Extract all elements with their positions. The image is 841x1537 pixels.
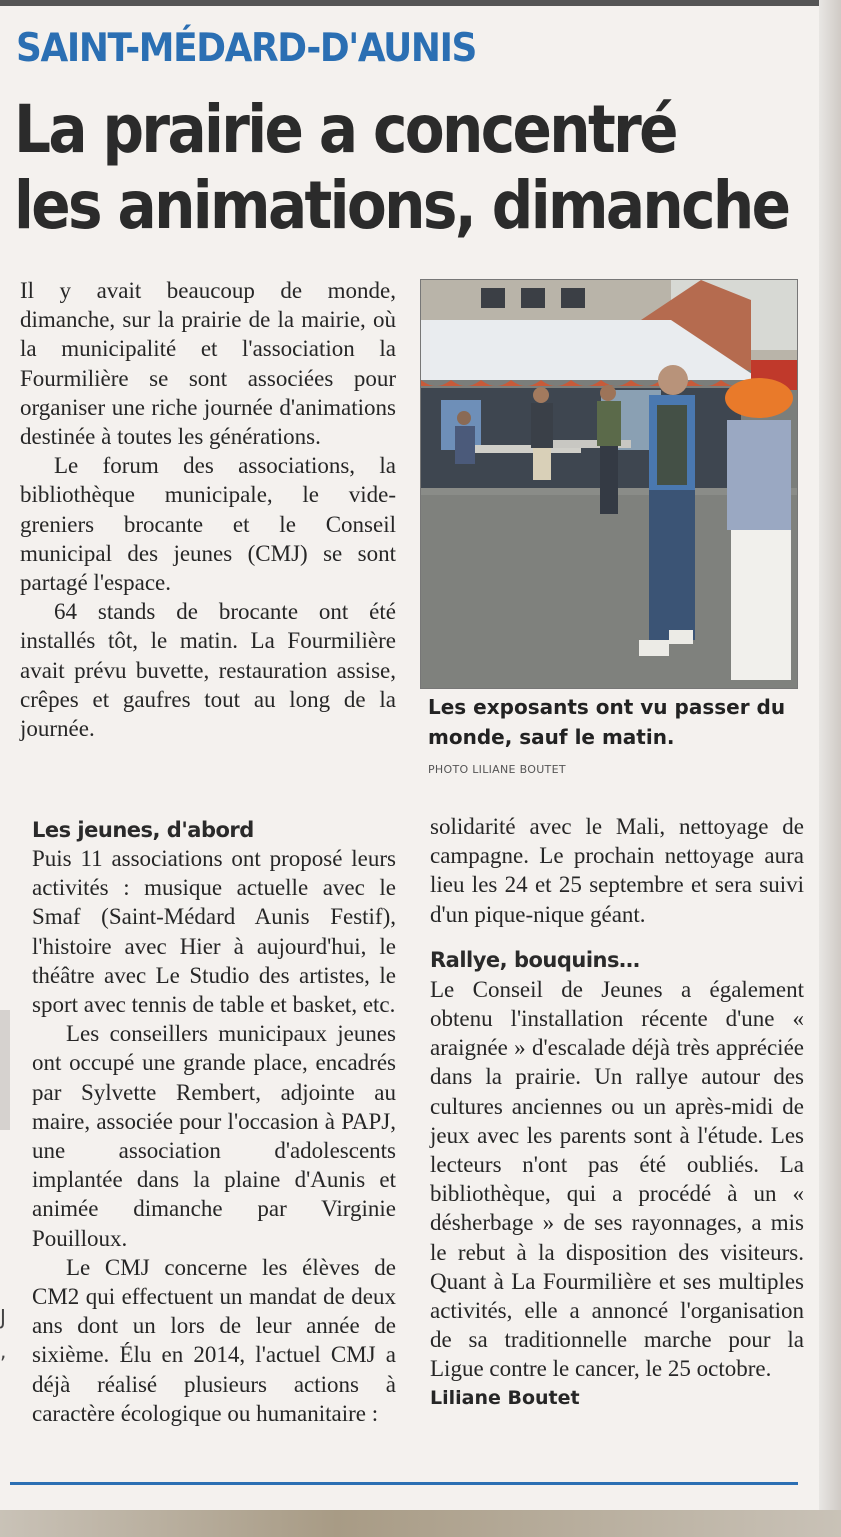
margin-mark: , xyxy=(0,1339,7,1363)
headline-line: les animations, dimanche xyxy=(14,167,789,244)
paragraph: Il y avait beaucoup de monde, dimanche, sur la prairie de la mairie, où la municipalité et l'association la Fourmilière se sont associées pour organiser une riche journée d'animations destinée à toutes les générations. xyxy=(20,278,396,450)
photo-caption: Les exposants ont vu passer du monde, sauf le matin. xyxy=(428,695,786,749)
headline xyxy=(14,91,789,244)
section-kicker: SAINT-MÉDARD-D'AUNIS xyxy=(16,26,477,71)
page-edge xyxy=(819,0,841,1537)
article-photo xyxy=(420,279,798,689)
article-column-1-bottom xyxy=(32,844,396,1428)
subheading: Les jeunes, d'abord xyxy=(32,818,254,842)
paragraph: 64 stands de brocante ont été installés tôt, le matin. La Fourmilière avait prévu buvette, restauration assise, crêpes et gaufres tout au long de la journée. xyxy=(20,599,396,742)
article-column-1-top xyxy=(20,276,396,743)
article-column-2 xyxy=(430,812,804,1411)
author-signature: Liliane Boutet xyxy=(430,1386,580,1409)
photo-credit: PHOTO LILIANE BOUTET xyxy=(428,763,566,776)
top-rule xyxy=(0,0,841,6)
paragraph: Les conseillers municipaux jeunes ont occupé une grande place, encadrés par Sylvette Rembert, adjointe au maire, associée pour l'occasion à PAPJ, une association d'adolescents implantée dans la plaine d'Aunis et animée dimanche par Virginie Pouilloux. xyxy=(32,1021,396,1251)
page-edge-left xyxy=(0,1010,10,1130)
headline-line: La prairie a concentré xyxy=(14,91,676,168)
bottom-rule xyxy=(10,1482,798,1485)
margin-marks xyxy=(0,1300,6,1368)
bottom-band xyxy=(0,1510,841,1537)
subheading: Rallye, bouquins… xyxy=(430,947,640,972)
paragraph: Le forum des associations, la bibliothèque municipale, le vide-greniers brocante et le Conseil municipal des jeunes (CMJ) se sont partagé l'espace. xyxy=(20,453,396,596)
margin-mark: J xyxy=(0,1305,6,1329)
paragraph: Le CMJ concerne les élèves de CM2 qui effectuent un mandat de deux ans dont un lors de leur année de sixième. Élu en 2014, l'actuel CMJ a déjà réalisé plusieurs actions à caractère écologique ou humanitaire : xyxy=(32,1254,396,1426)
paragraph: Puis 11 associations ont proposé leurs activités : musique actuelle avec le Smaf (Saint-Médard Aunis Festif), l'histoire avec Hier à aujourd'hui, le théâtre avec Le Studio des artistes, le sport avec tennis de table et basket, etc. xyxy=(32,846,396,1018)
paragraph: Le Conseil de Jeunes a également obtenu l'installation récente d'une « araignée » d'escalade déjà très appréciée dans la prairie. Un rallye autour des cultures anciennes ou un après-midi de jeux avec les parents sont à l'étude. Les lecteurs n'ont pas été oubliés. La bibliothèque, qui a procédé à un « désherbage » de ses rayonnages, a mis le rebut à la disposition des visiteurs. Quant à La Fourmilière et ses multiples activités, elle a annoncé l'organisation de sa traditionnelle marche pour la Ligue contre le cancer, le 25 octobre. xyxy=(430,976,804,1382)
paragraph: solidarité avec le Mali, nettoyage de campagne. Le prochain nettoyage aura lieu les 24 et 25 septembre et sera suivi d'un pique-nique géant. xyxy=(430,814,804,927)
